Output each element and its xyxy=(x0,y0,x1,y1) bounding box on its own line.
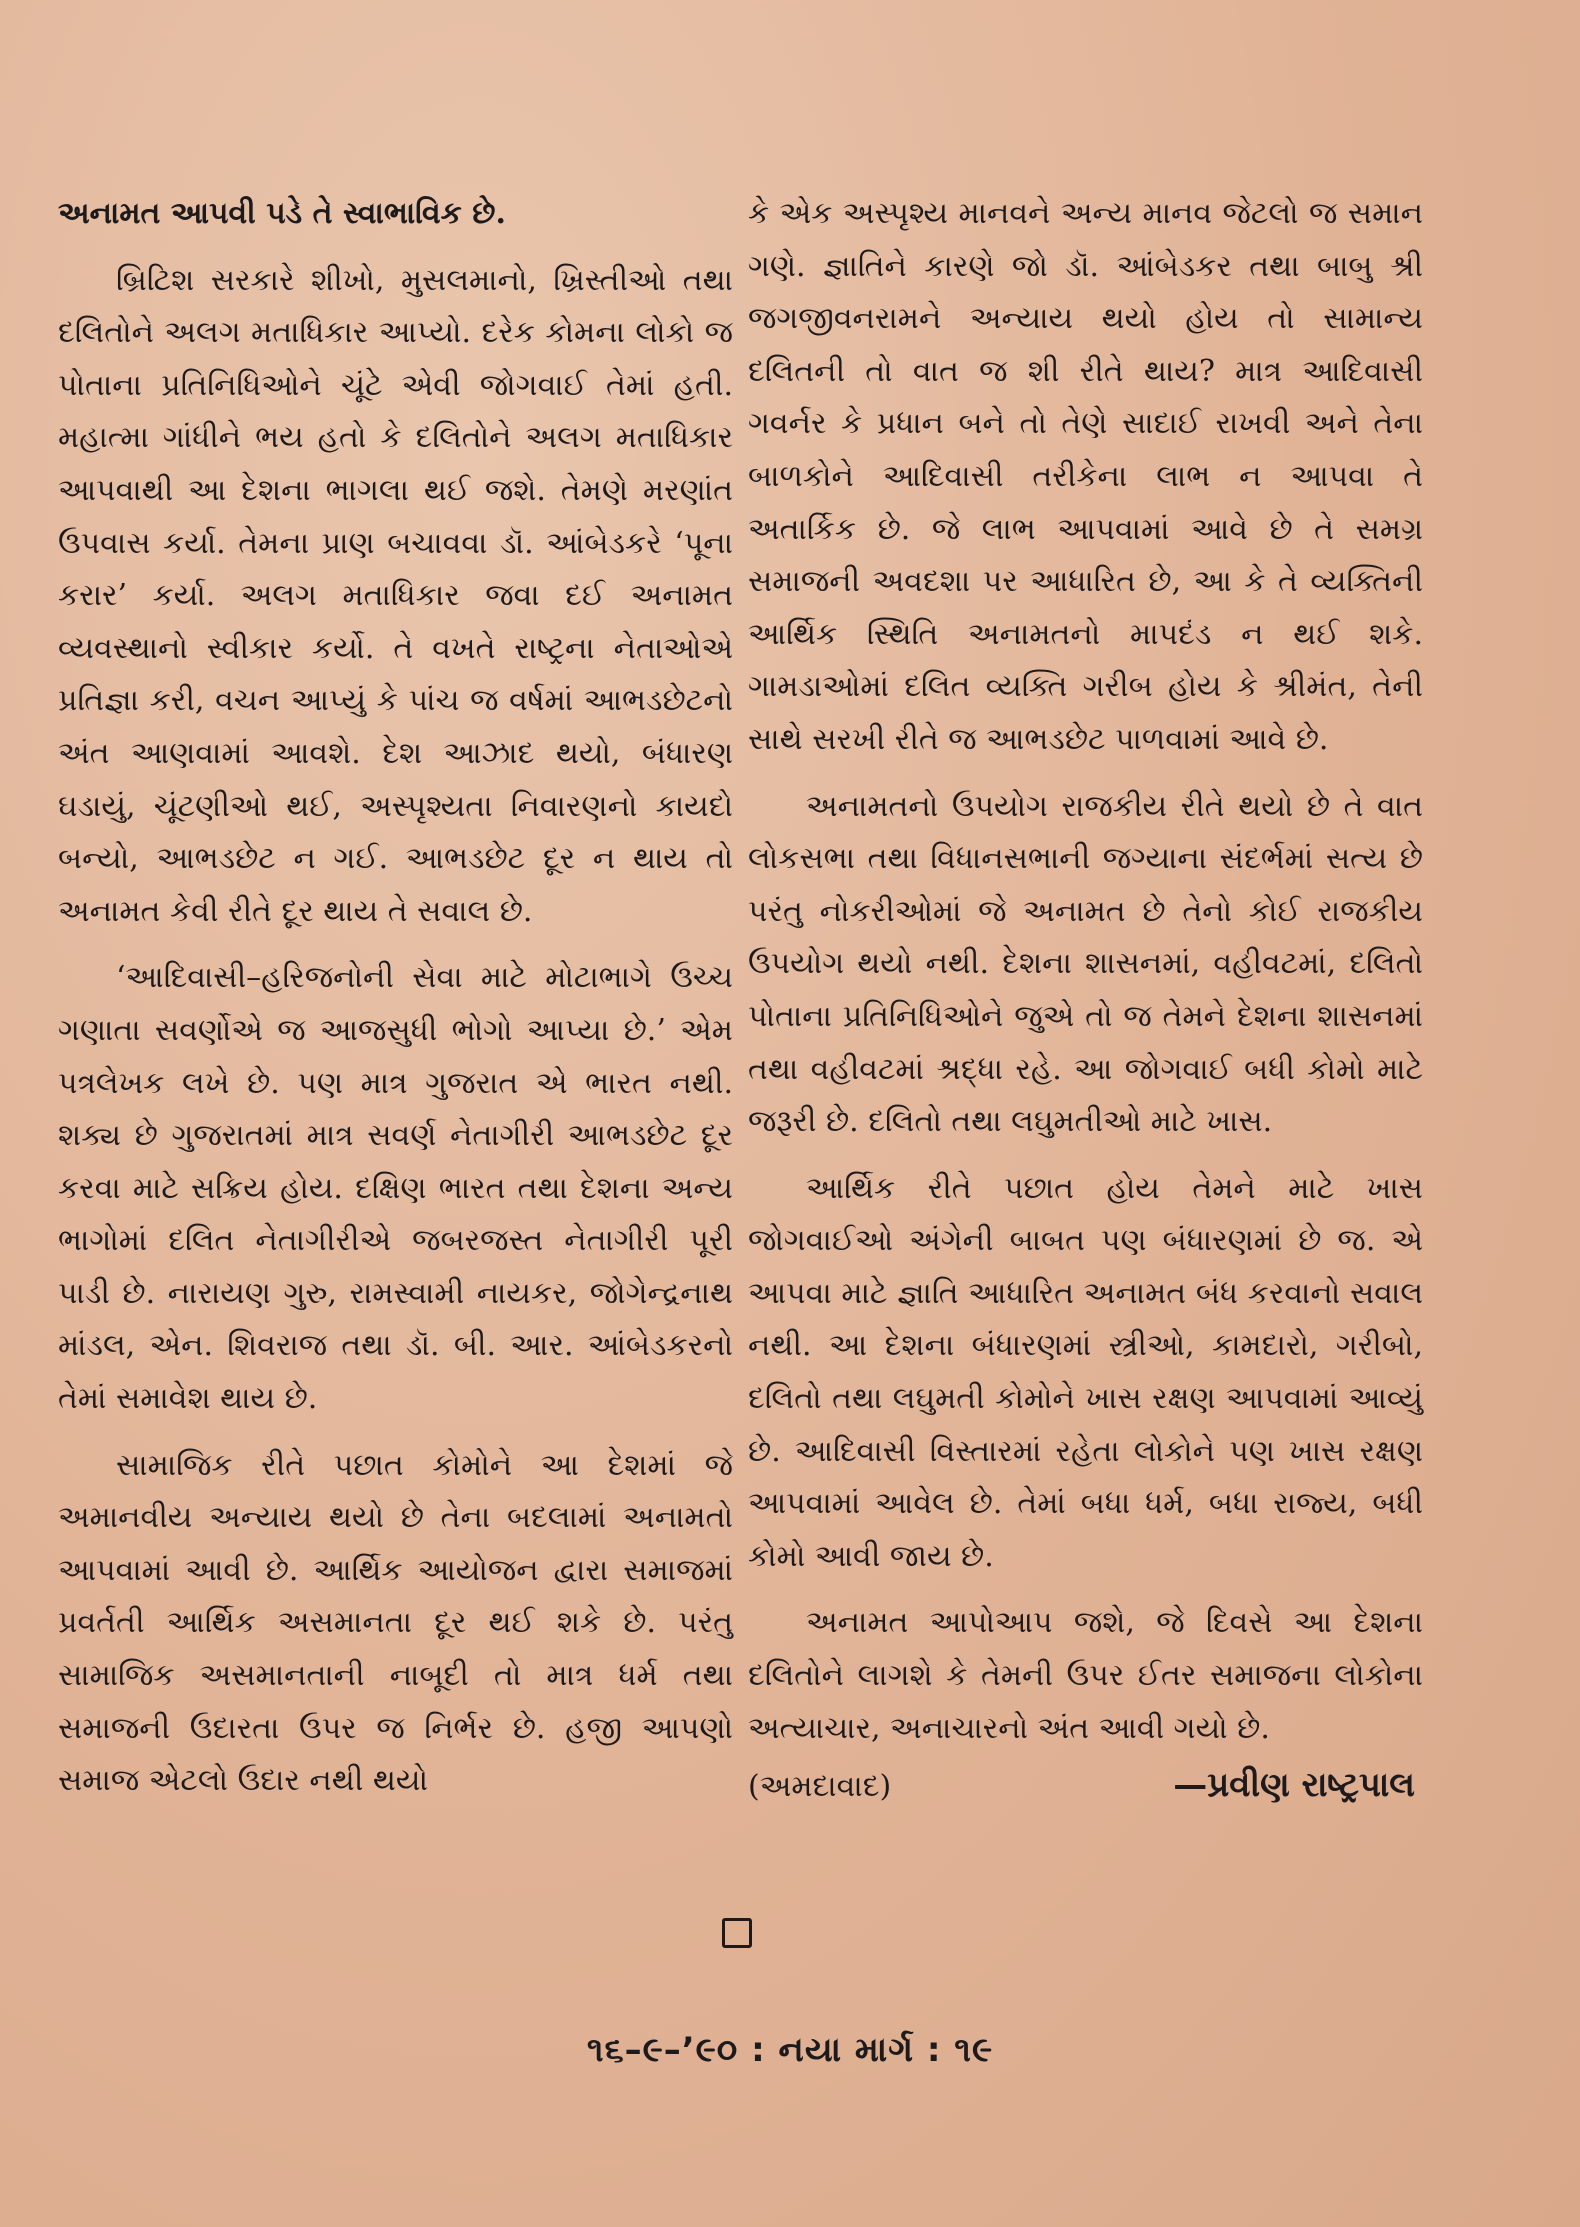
signature-row xyxy=(748,1759,1423,1814)
paragraph: અનામતનો ઉપયોગ રાજકીય રીતે થયો છે તે વાત લોકસભા તથા વિધાનસભાની જગ્યાના સંદર્ભમાં સત્ય છે પરંતુ નોકરીઓમાં જે અનામત છે તેનો કોઈ રાજકીય ઉપયોગ થયો નથી. દેશના શાસનમાં, વહીવટમાં, દલિતો પોતાના પ્રતિનિધિઓને જુએ તો જ તેમને દેશના શાસનમાં તથા વહીવટમાં શ્રદ્ધા રહે. આ જોગવાઈ બધી કોમો માટે જરૂરી છે. દલિતો તથા લઘુમતીઓ માટે ખાસ. xyxy=(748,788,1423,1140)
author-name: —પ્રવીણ રાષ્ટ્રપાલ xyxy=(1173,1765,1415,1806)
paragraph: અનામત આપવી પડે તે સ્વાભાવિક છે. xyxy=(58,196,506,231)
paragraph: અનામત આપોઆપ જશે, જે દિવસે આ દેશના દલિતોને લાગશે કે તેમની ઉપર ઈતર સમાજના લોકોના અત્યાચાર, અનાચારનો અંત આવી ગયો છે. xyxy=(748,1605,1423,1746)
paragraph: બ્રિટિશ સરકારે શીખો, મુસલમાનો, ખ્રિસ્તીઓ તથા દલિતોને અલગ મતાધિકાર આપ્યો. દરેક કોમના લોકો જ પોતાના પ્રતિનિધિઓને ચૂંટે એવી જોગવાઈ તેમાં હતી. મહાત્મા ગાંધીને ભય હતો કે દલિતોને અલગ મતાધિકાર આપવાથી આ દેશના ભાગલા થઈ જશે. તેમણે મરણાંત ઉપવાસ કર્યા. તેમના પ્રાણ બચાવવા ડૉ. આંબેડકરે ‘પૂના કરાર’ કર્યા. અલગ મતાધિકાર જવા દઈ અનામત વ્યવસ્થાનો સ્વીકાર કર્યો. તે વખતે રાષ્ટ્રના નેતાઓએ પ્રતિજ્ઞા કરી, વચન આપ્યું કે પાંચ જ વર્ષમાં આભડછેટનો અંત આણવામાં આવશે. દેશ આઝાદ થયો, બંધારણ ઘડાયું, ચૂંટણીઓ થઈ, અસ્પૃશ્યતા નિવારણનો કાયદો બન્યો, આભડછેટ ન ગઈ. આભડછેટ દૂર ન થાય તો અનામત કેવી રીતે દૂર થાય તે સવાલ છે. xyxy=(58,262,733,929)
paragraph: કે એક અસ્પૃશ્ય માનવને અન્ય માનવ જેટલો જ સમાન ગણે. જ્ઞાતિને કારણે જો ડૉ. આંબેડકર તથા બાબુ શ્રી જગજીવનરામને અન્યાય થયો હોય તો સામાન્ય દલિતની તો વાત જ શી રીતે થાય? માત્ર આદિવાસી ગવર્નર કે પ્રધાન બને તો તેણે સાદાઈ રાખવી અને તેના બાળકોને આદિવાસી તરીકેના લાભ ન આપવા તે અતાર્કિક છે. જે લાભ આપવામાં આવે છે તે સમગ્ર સમાજની અવદશા પર આધારિત છે, આ કે તે વ્યક્તિની આર્થિક સ્થિતિ અનામતનો માપદંડ ન થઈ શકે. ગામડાઓમાં દલિત વ્યક્તિ ગરીબ હોય કે શ્રીમંત, તેની સાથે સરખી રીતે જ આભડછેટ પાળવામાં આવે છે. xyxy=(748,196,1423,757)
left-column xyxy=(58,188,733,1808)
right-column xyxy=(748,188,1423,1814)
paragraph: ‘આદિવાસી–હરિજનોની સેવા માટે મોટાભાગે ઉચ્ચ ગણાતા સવર્ણોએ જ આજસુધી ભોગો આપ્યા છે.’ એમ પત્રલેખક લખે છે. પણ માત્ર ગુજરાત એ ભારત નથી. શક્ય છે ગુજરાતમાં માત્ર સવર્ણ નેતાગીરી આભડછેટ દૂર કરવા માટે સક્રિય હોય. દક્ષિણ ભારત તથા દેશના અન્ય ભાગોમાં દલિત નેતાગીરીએ જબરજસ્ત નેતાગીરી પૂરી પાડી છે. નારાયણ ગુરુ, રામસ્વામી નાયકર, જોગેન્દ્રનાથ માંડલ, એન. શિવરાજ તથા ડૉ. બી. આર. આંબેડકરનો તેમાં સમાવેશ થાય છે. xyxy=(58,960,733,1417)
page-footer: ૧૬–૯–’૯૦ : નયા માર્ગ : ૧૯ xyxy=(586,2030,994,2070)
dateline-place: (અમદાવાદ) xyxy=(748,1769,892,1805)
paragraph: આર્થિક રીતે પછાત હોય તેમને માટે ખાસ જોગવાઈઓ અંગેની બાબત પણ બંધારણમાં છે જ. એ આપવા માટે જ્ઞાતિ આધારિત અનામત બંધ કરવાનો સવાલ નથી. આ દેશના બંધારણમાં સ્ત્રીઓ, કામદારો, ગરીબો, દલિતો તથા લઘુમતી કોમોને ખાસ રક્ષણ આપવામાં આવ્યું છે. આદિવાસી વિસ્તારમાં રહેતા લોકોને પણ ખાસ રક્ષણ આપવામાં આવેલ છે. તેમાં બધા ધર્મ, બધા રાજ્ય, બધી કોમો આવી જાય છે. xyxy=(748,1170,1423,1574)
paragraph: સામાજિક રીતે પછાત કોમોને આ દેશમાં જે અમાનવીય અન્યાય થયો છે તેના બદલામાં અનામતો આપવામાં આવી છે. આર્થિક આયોજન દ્વારા સમાજમાં પ્રવર્તતી આર્થિક અસમાનતા દૂર થઈ શકે છે. પરંતુ સામાજિક અસમાનતાની નાબૂદી તો માત્ર ધર્મ તથા સમાજની ઉદારતા ઉપર જ નિર્ભર છે. હજી આપણો સમાજ એટલો ઉદાર નથી થયો xyxy=(58,1447,733,1799)
end-of-article-icon xyxy=(722,1918,752,1948)
